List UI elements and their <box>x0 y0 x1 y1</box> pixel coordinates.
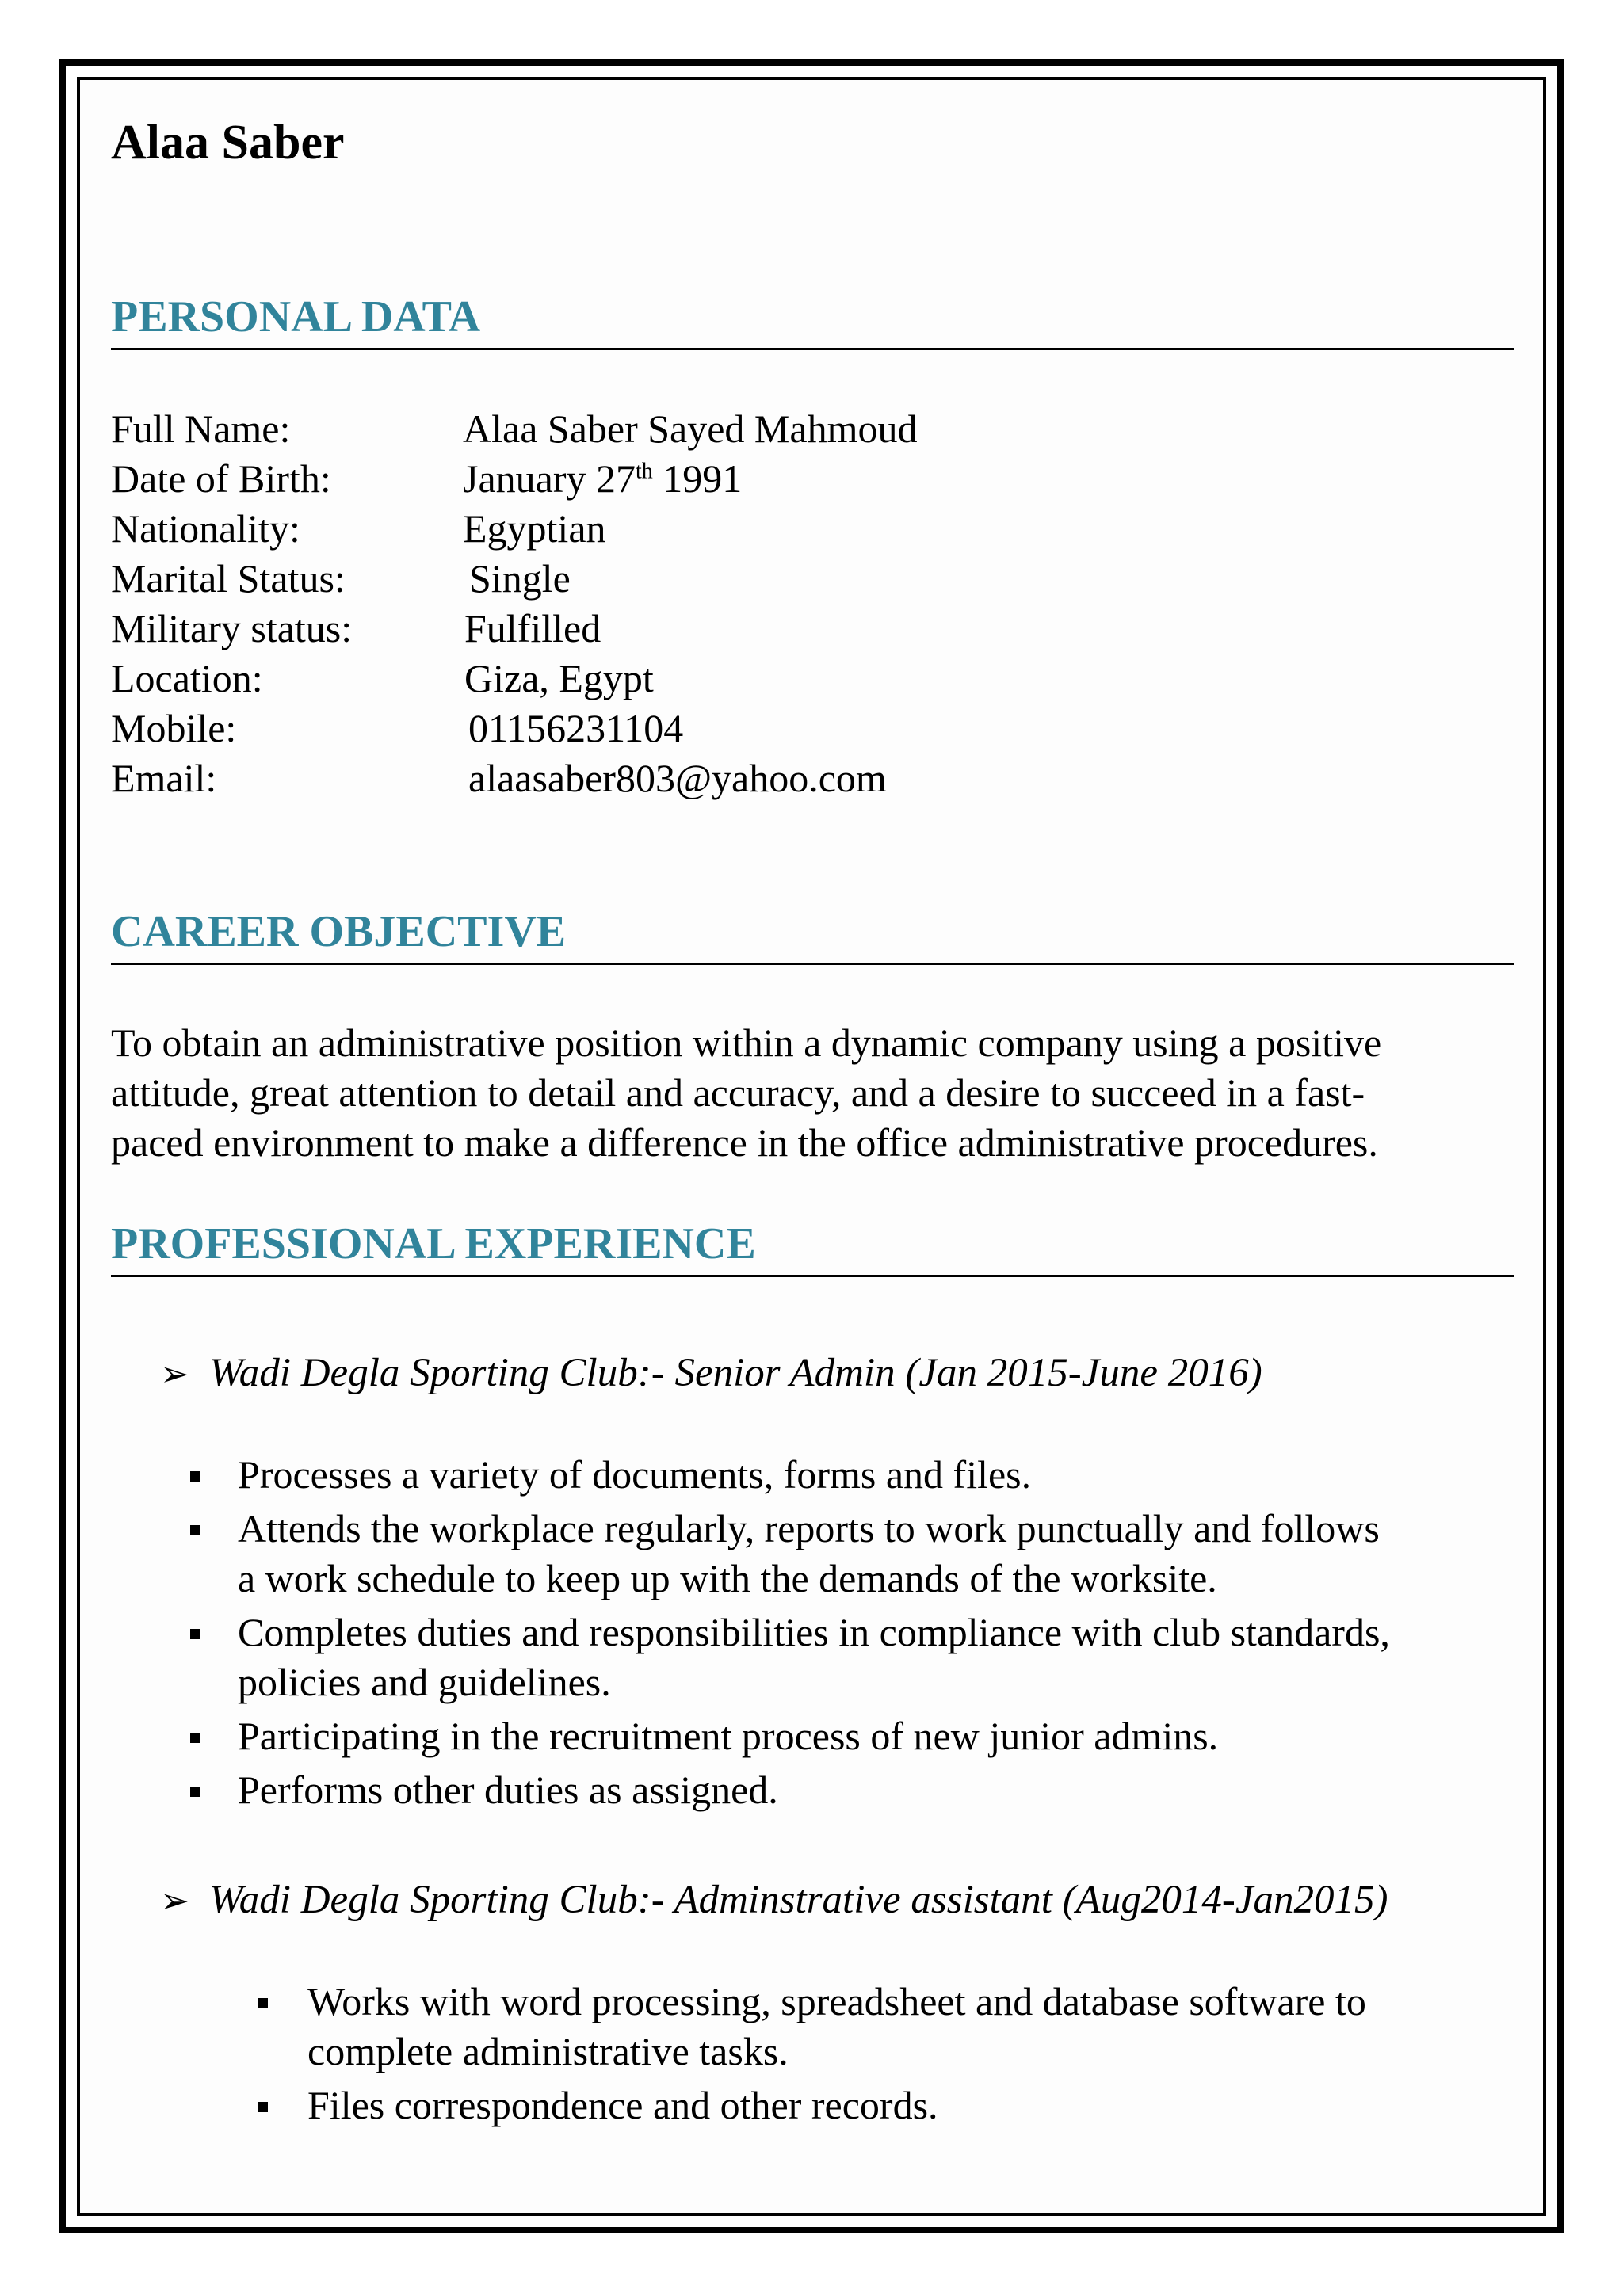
list-item: Works with word processing, spreadsheet and database software to complete administrative tasks. <box>258 1977 1514 2077</box>
date-of-birth-value: January 27th 1991 <box>463 456 743 501</box>
military-status-value: Fulfilled <box>464 606 601 650</box>
marital-status-value: Single <box>469 556 571 601</box>
personal-data-row <box>111 554 1514 604</box>
list-item: Processes a variety of documents, forms and files. <box>190 1450 1514 1500</box>
nationality-label: Nationality: <box>111 506 300 551</box>
location-value: Giza, Egypt <box>464 656 654 700</box>
list-item: Participating in the recruitment process of new junior admins. <box>190 1711 1514 1761</box>
list-item: Performs other duties as assigned. <box>190 1765 1514 1815</box>
square-bullet-icon <box>190 1629 200 1639</box>
objective-line: attitude, great attention to detail and accuracy, and a desire to succeed in a fast- <box>111 1070 1365 1115</box>
square-bullet-icon <box>190 1525 200 1535</box>
personal-data-row <box>111 404 1514 454</box>
objective-line: To obtain an administrative position within a dynamic company using a positive <box>111 1020 1382 1065</box>
career-objective-text <box>111 1018 1514 1168</box>
square-bullet-icon <box>190 1787 200 1797</box>
job-title <box>160 1347 1262 1401</box>
full-name-value: Alaa Saber Sayed Mahmoud <box>463 406 918 451</box>
list-item: Attends the workplace regularly, reports to work punctually and follows a work schedule to keep up with the demands of the worksite. <box>190 1504 1514 1604</box>
job-duties-list <box>258 1977 1514 2134</box>
email-label: Email: <box>111 756 217 800</box>
mobile-value: 01156231104 <box>468 706 684 750</box>
arrow-bullet-icon: ➢ <box>160 1355 189 1394</box>
section-heading-professional-experience: PROFESSIONAL EXPERIENCE <box>111 1216 1514 1277</box>
section-heading-personal-data: PERSONAL DATA <box>111 289 1514 350</box>
arrow-bullet-icon: ➢ <box>160 1882 189 1920</box>
list-item: Completes duties and responsibilities in compliance with club standards, policies and guidelines. <box>190 1608 1514 1707</box>
nationality-value: Egyptian <box>463 506 606 551</box>
square-bullet-icon <box>190 1471 200 1482</box>
job-title-text: Wadi Degla Sporting Club:- Adminstrative assistant (Aug2014-Jan2015) <box>209 1878 1388 1922</box>
personal-data-row <box>111 604 1514 654</box>
personal-data-row <box>111 704 1514 753</box>
mobile-label: Mobile: <box>111 706 237 750</box>
square-bullet-icon <box>190 1733 200 1743</box>
military-status-label: Military status: <box>111 606 353 650</box>
personal-data-row <box>111 654 1514 704</box>
square-bullet-icon <box>258 1998 268 2008</box>
job-title-text: Wadi Degla Sporting Club:- Senior Admin (Jan 2015-June 2016) <box>209 1351 1262 1395</box>
marital-status-label: Marital Status: <box>111 556 346 601</box>
email-value: alaasaber803@yahoo.com <box>468 756 887 800</box>
date-of-birth-label: Date of Birth: <box>111 456 331 501</box>
candidate-name: Alaa Saber <box>111 116 345 170</box>
section-heading-career-objective: CAREER OBJECTIVE <box>111 904 1514 965</box>
personal-data-row <box>111 753 1514 803</box>
objective-line: paced environment to make a difference in the office administrative procedures. <box>111 1120 1378 1165</box>
personal-data-row <box>111 504 1514 554</box>
job-duties-list <box>190 1450 1514 1819</box>
full-name-label: Full Name: <box>111 406 291 451</box>
job-title <box>160 1874 1388 1928</box>
location-label: Location: <box>111 656 263 700</box>
personal-data-row <box>111 454 1514 504</box>
square-bullet-icon <box>258 2102 268 2112</box>
list-item: Files correspondence and other records. <box>258 2081 1514 2130</box>
